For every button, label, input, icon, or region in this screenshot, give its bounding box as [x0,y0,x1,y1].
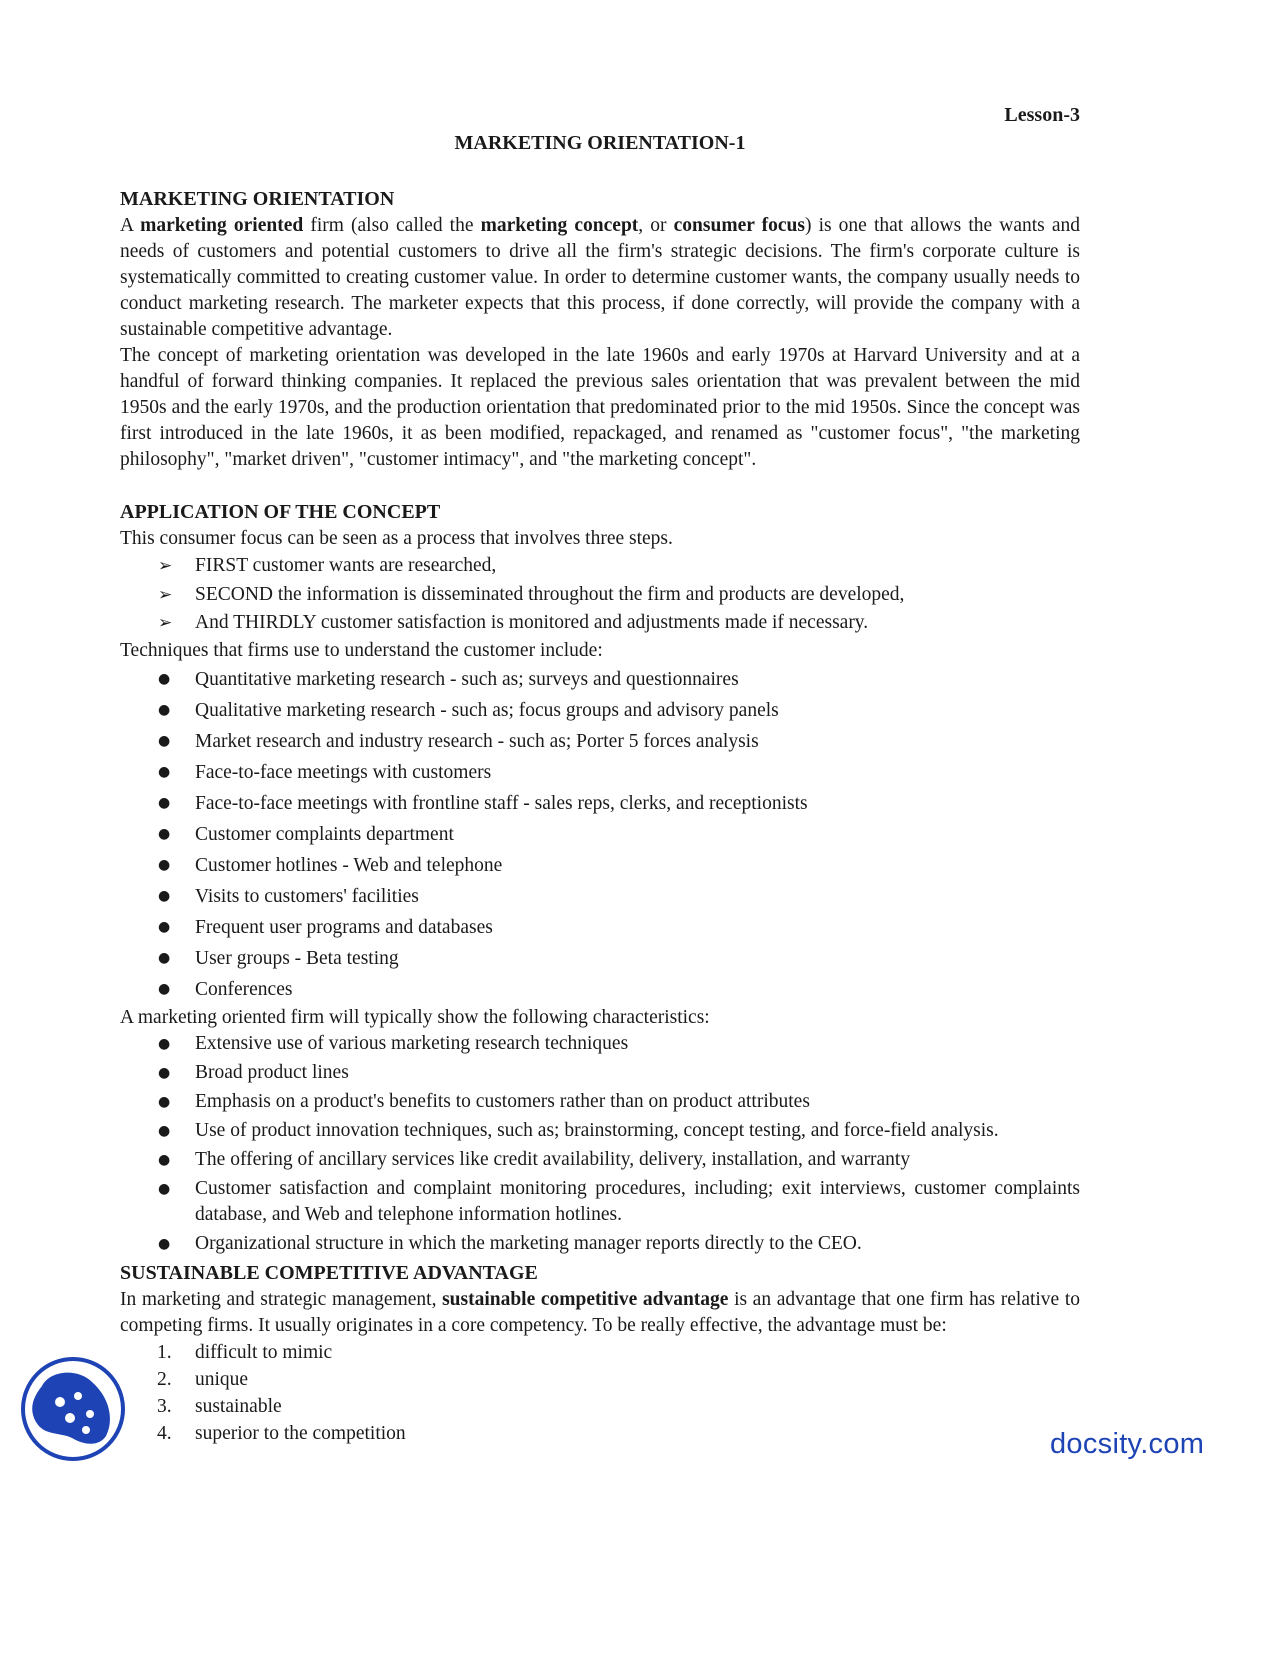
technique-item-text: Customer complaints department [195,823,454,845]
advantage-item-text: unique [195,1368,249,1390]
technique-item-marker: ● [158,825,171,842]
steps-list [120,552,1080,638]
document-body [120,186,1080,1447]
characteristic-item-text: The offering of ancillary services like credit availability, delivery, installation, and warranty [195,1148,911,1170]
section-heading-sustainable-advantage: SUSTAINABLE COMPETITIVE ADVANTAGE [120,1261,538,1284]
step-item [120,609,1080,638]
advantage-item-marker: 2. [157,1368,172,1390]
technique-item-marker: ● [158,887,171,904]
document-title: MARKETING ORIENTATION-1 [454,132,746,154]
advantage-list [120,1339,1080,1447]
technique-item-marker: ● [158,763,171,780]
technique-item [120,788,1080,819]
technique-item-text: Customer hotlines - Web and telephone [195,854,503,876]
advantage-item-text: superior to the competition [195,1422,406,1444]
section-heading-marketing-orientation: MARKETING ORIENTATION [120,188,395,210]
characteristic-item-marker: ● [158,1064,171,1081]
step-item [120,552,1080,581]
technique-item-marker: ● [158,856,171,873]
advantage-item-marker: 3. [157,1395,172,1417]
technique-item-text: Conferences [195,978,293,1000]
characteristic-item-text: Organizational structure in which the marketing manager reports directly to the CEO. [195,1232,862,1254]
section-heading-application: APPLICATION OF THE CONCEPT [120,501,441,523]
characteristic-item [120,1118,1080,1144]
advantage-item [120,1366,1080,1393]
technique-item [120,912,1080,943]
technique-item [120,881,1080,912]
technique-item [120,819,1080,850]
technique-item [120,850,1080,881]
characteristic-item-text: Use of product innovation techniques, such as; brainstorming, concept testing, and force-field analysis. [195,1119,999,1141]
technique-item [120,726,1080,757]
paragraph-history: The concept of marketing orientation was developed in the late 1960s and early 1970s at Harvard University and at a handful of forward thinking companies. It replaced the previous sales orientation that was prevalent between the mid 1950s and the early 1970s, and the production orientation that predominated prior to the mid 1950s. Since the concept was first introduced in the late 1960s, it as been modified, repackaged, and renamed as "customer focus", "the marketing philosophy", "market driven", "customer intimacy", and "the marketing concept". [120,345,1080,470]
technique-item [120,974,1080,1005]
technique-item-text: Quantitative marketing research - such as; surveys and questionnaires [195,668,739,690]
technique-item [120,664,1080,695]
technique-item-text: User groups - Beta testing [195,947,399,969]
technique-item-text: Visits to customers' facilities [195,885,419,907]
characteristic-item-marker: ● [158,1093,171,1110]
characteristic-item-text: Customer satisfaction and complaint monitoring procedures, including; exit interviews, customer complaints database, and Web and telephone information hotlines. [195,1177,1080,1225]
docsity-logo-icon [20,1356,126,1462]
step-item-text: And THIRDLY customer satisfaction is monitored and adjustments made if necessary. [195,612,869,633]
technique-item-marker: ● [158,949,171,966]
docsity-brand-text: docsity.com [1050,1428,1205,1460]
advantage-item-marker: 4. [157,1422,172,1444]
characteristic-item [120,1031,1080,1057]
characteristics-list [120,1031,1080,1257]
step-item-text: SECOND the information is disseminated throughout the firm and products are developed, [195,583,905,605]
characteristic-item-text: Broad product lines [195,1061,349,1083]
advantage-item-marker: 1. [157,1341,172,1363]
step-item-marker: ➢ [158,613,173,633]
lesson-number: Lesson-3 [1004,104,1080,126]
characteristics-intro: A marketing oriented firm will typically show the following characteristics: [120,1006,710,1028]
technique-item-text: Face-to-face meetings with frontline staff - sales reps, clerks, and receptionists [195,792,808,814]
step-item-marker: ➢ [158,584,173,605]
paragraph-definition: A marketing oriented firm (also called the marketing concept, or consumer focus) is one that allows the wants and needs of customers and potential customers to drive all the firm's strategic decisions. The firm's corporate culture is systematically committed to creating customer value. In order to determine customer wants, the company usually needs to conduct marketing research. The marketer expects that this process, if done correctly, will provide the company with a sustainable competitive advantage. [120,215,1081,340]
technique-item-marker: ● [158,918,171,935]
characteristic-item-marker: ● [158,1122,171,1139]
characteristic-item [120,1089,1080,1115]
characteristic-item-marker: ● [158,1151,171,1168]
technique-item-marker: ● [158,701,171,718]
techniques-intro: Techniques that firms use to understand the customer include: [120,639,603,661]
characteristic-item [120,1060,1080,1086]
technique-item [120,695,1080,726]
advantage-item-text: sustainable [195,1395,282,1417]
techniques-list [120,664,1080,1005]
step-item-text: FIRST customer wants are researched, [195,555,497,576]
technique-item-marker: ● [158,670,171,687]
characteristic-item [120,1147,1080,1173]
steps-intro: This consumer focus can be seen as a process that involves three steps. [120,528,673,549]
technique-item-text: Frequent user programs and databases [195,916,493,938]
technique-item [120,757,1080,788]
step-item-marker: ➢ [158,556,173,576]
technique-item-text: Face-to-face meetings with customers [195,761,492,783]
characteristic-item [120,1176,1080,1228]
technique-item-text: Qualitative marketing research - such as; focus groups and advisory panels [195,699,779,721]
technique-item-marker: ● [158,794,171,811]
technique-item-marker: ● [158,980,171,997]
characteristic-item-marker: ● [158,1235,171,1252]
characteristic-item-marker: ● [158,1035,171,1052]
characteristic-item-text: Extensive use of various marketing research techniques [195,1032,629,1054]
step-item [120,581,1080,610]
advantage-item [120,1393,1080,1420]
advantage-item-text: difficult to mimic [195,1341,333,1363]
characteristic-item [120,1231,1080,1257]
technique-item [120,943,1080,974]
paragraph-advantage: In marketing and strategic management, sustainable competitive advantage is an advantage that one firm has relative to competing firms. It usually originates in a core competency. To be really effective, the advantage must be: [120,1288,1080,1336]
technique-item-text: Market research and industry research - such as; Porter 5 forces analysis [195,730,759,752]
advantage-item [120,1339,1080,1366]
advantage-item [120,1420,1080,1447]
technique-item-marker: ● [158,732,171,749]
characteristic-item-text: Emphasis on a product's benefits to customers rather than on product attributes [195,1090,810,1112]
characteristic-item-marker: ● [158,1180,171,1197]
